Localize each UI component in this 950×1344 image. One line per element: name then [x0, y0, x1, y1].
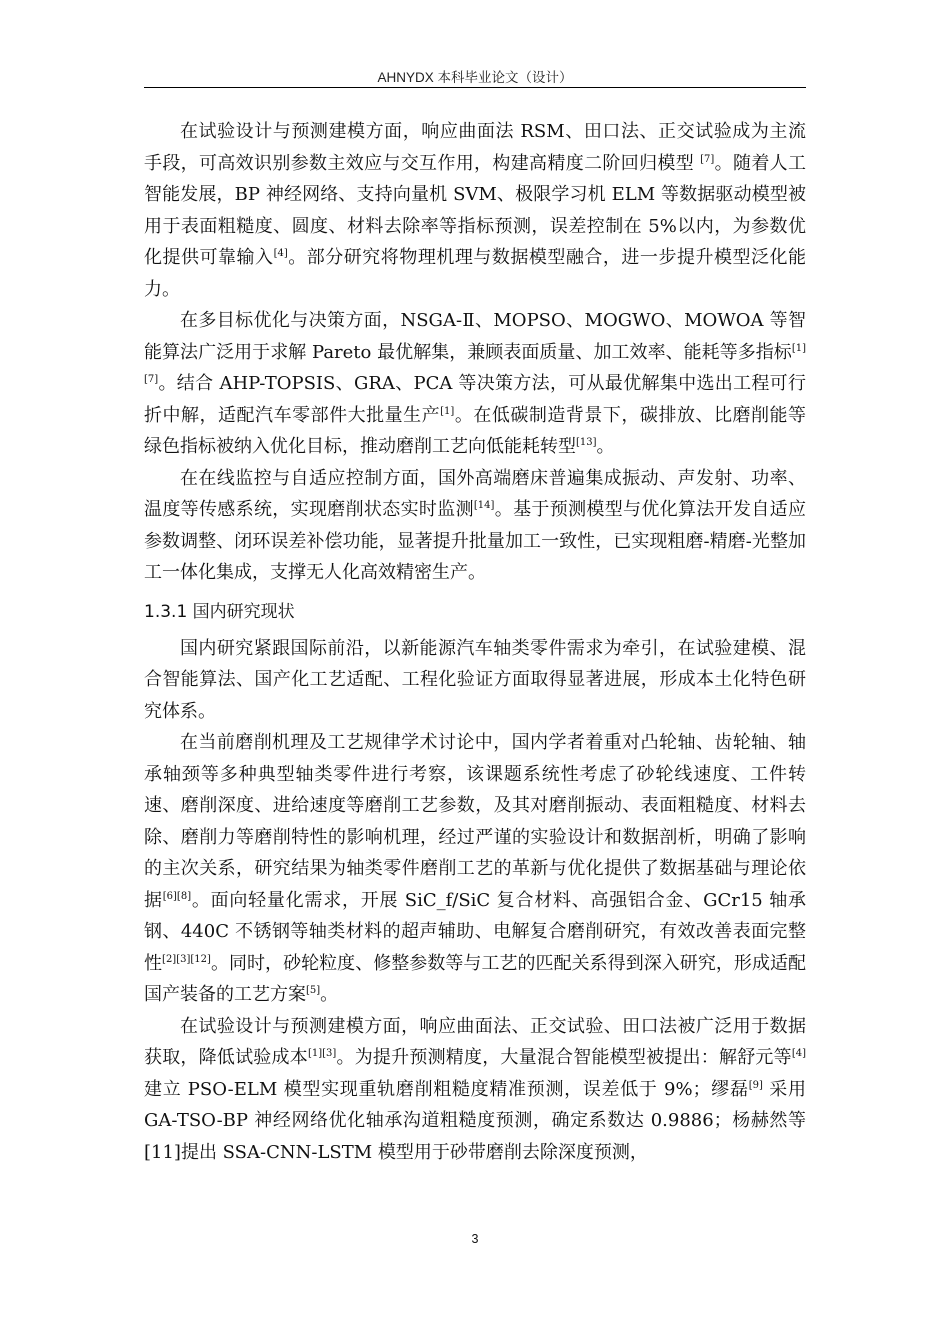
citation-superscript: [4] [273, 248, 288, 259]
paragraph-group-intl [144, 116, 806, 589]
citation-superscript: [1][3] [307, 1048, 337, 1059]
body-paragraph [144, 116, 806, 305]
paragraph-text: 。在低碳制造背景下，碳排放、比磨削能等绿色指标被纳入优化目标，推动磨削工艺向低能耗转型 [144, 404, 807, 457]
paragraph-text: 。面向轻量化需求，开展 SiC_f/SiC 复合材料、高强铝合金、GCr15 轴承钢、440C 不锈钢等轴类材料的超声辅助、电解复合磨削研究，有效改善表面完整性 [144, 889, 806, 974]
citation-superscript: [14] [473, 500, 495, 511]
paragraph-text: 。 [320, 984, 339, 1005]
citation-superscript: [6][8] [162, 890, 192, 902]
body-paragraph [144, 727, 806, 1011]
paragraph-text: 国内研究紧跟国际前沿，以新能源汽车轴类零件需求为牵引，在试验建模、混合智能算法、国产化工艺适配、工程化验证方面取得显著进展，形成本土化特色研究体系。 [144, 637, 806, 722]
paragraph-text: 在当前磨削机理及工艺规律学术讨论中，国内学者着重对凸轮轴、齿轮轴、轴承轴颈等多种典型轴类零件进行考察，该课题系统性考虑了砂轮线速度、工件转速、磨削深度、进给速度等磨削工艺参数，及其对磨削振动、表面粗糙度、材料去除、磨削力等磨削特性的影响机理，经过严谨的实验设计和数据剖析，明确了影响的主次关系，研究结果为轴类零件磨削工艺的革新与优化提供了数据基础与理论依据 [144, 732, 806, 911]
paragraph-text: 。结合 AHP-TOPSIS、GRA、PCA 等决策方法，可从最优解集中选出工程可行折中解，适配汽车零部件大批量生产 [144, 373, 806, 426]
paragraph-text: 。基于预测模型与优化算法开发自适应参数调整、闭环误差补偿功能，显著提升批量加工一致性，已实现粗磨-精磨-光整加工一体化集成，支撑无人化高效精密生产。 [144, 499, 807, 583]
header-rule [144, 87, 806, 88]
paragraph-text: 建立 PSO-ELM 模型实现重轨磨削粗糙度精准预测，误差低于 9%；缪磊 [144, 1078, 749, 1100]
citation-superscript: [1] [440, 405, 455, 417]
paragraph-text: 在多目标优化与决策方面，NSGA-Ⅱ、MOPSO、MOGWO、MOWOA 等智能算法广泛用于求解 Pareto 最优解集，兼顾表面质量、加工效率、能耗等多指标 [144, 310, 806, 363]
paragraph-text: 。部分研究将物理机理与数据模型融合，进一步提升模型泛化能力。 [144, 247, 807, 300]
paragraph-group-domestic [144, 633, 806, 1169]
paragraph-text: 在在线监控与自适应控制方面，国外高端磨床普遍集成振动、声发射、功率、温度等传感系统，实现磨削状态实时监测 [144, 467, 806, 520]
paragraph-text: 。随着人工智能发展，BP 神经网络、支持向量机 SVM、极限学习机 ELM 等数据驱动模型被用于表面粗糙度、圆度、材料去除率等指标预测，误差控制在 5%以内，为参数优化提供可靠输入 [144, 152, 807, 268]
citation-superscript: [2][3][12] [162, 953, 211, 965]
body-paragraph [144, 463, 806, 589]
page-body [144, 116, 806, 1168]
paragraph-text: 在试验设计与预测建模方面，响应曲面法、正交试验、田口法被广泛用于数据获取，降低试验成本 [144, 1015, 806, 1068]
body-paragraph [144, 1011, 806, 1169]
body-paragraph [144, 305, 806, 463]
paragraph-text: 采用 GA-TSO-BP 神经网络优化轴承沟道粗糙度预测，确定系数达 0.9886；杨赫然等[11]提出 SSA-CNN-LSTM 模型用于砂带磨削去除深度预测， [144, 1078, 806, 1163]
citation-superscript: [4] [791, 1048, 807, 1059]
paragraph-text: 在试验设计与预测建模方面，响应曲面法 RSM、田口法、正交试验成为主流手段，可高效识别参数主效应与交互作用，构建高精度二阶回归模型 [144, 121, 806, 174]
citation-superscript: [5] [306, 985, 321, 996]
citation-superscript: [9] [748, 1079, 763, 1091]
paragraph-text: 。为提升预测精度，大量混合智能模型被提出：解舒元等 [336, 1047, 792, 1068]
paragraph-text: 。同时，砂轮粒度、修整参数等与工艺的匹配关系得到深入研究，形成适配国产装备的工艺方案 [144, 952, 807, 1005]
citation-superscript: [1][7] [144, 342, 806, 385]
citation-superscript: [7] [700, 153, 715, 165]
running-header: AHNYDX 本科毕业论文（设计） [377, 70, 573, 85]
citation-superscript: [13] [576, 437, 597, 448]
body-paragraph [144, 633, 806, 728]
paragraph-text: 。 [596, 436, 615, 457]
page-number: 3 [471, 1232, 479, 1246]
section-heading: 1.3.1 国内研究现状 [144, 601, 295, 622]
